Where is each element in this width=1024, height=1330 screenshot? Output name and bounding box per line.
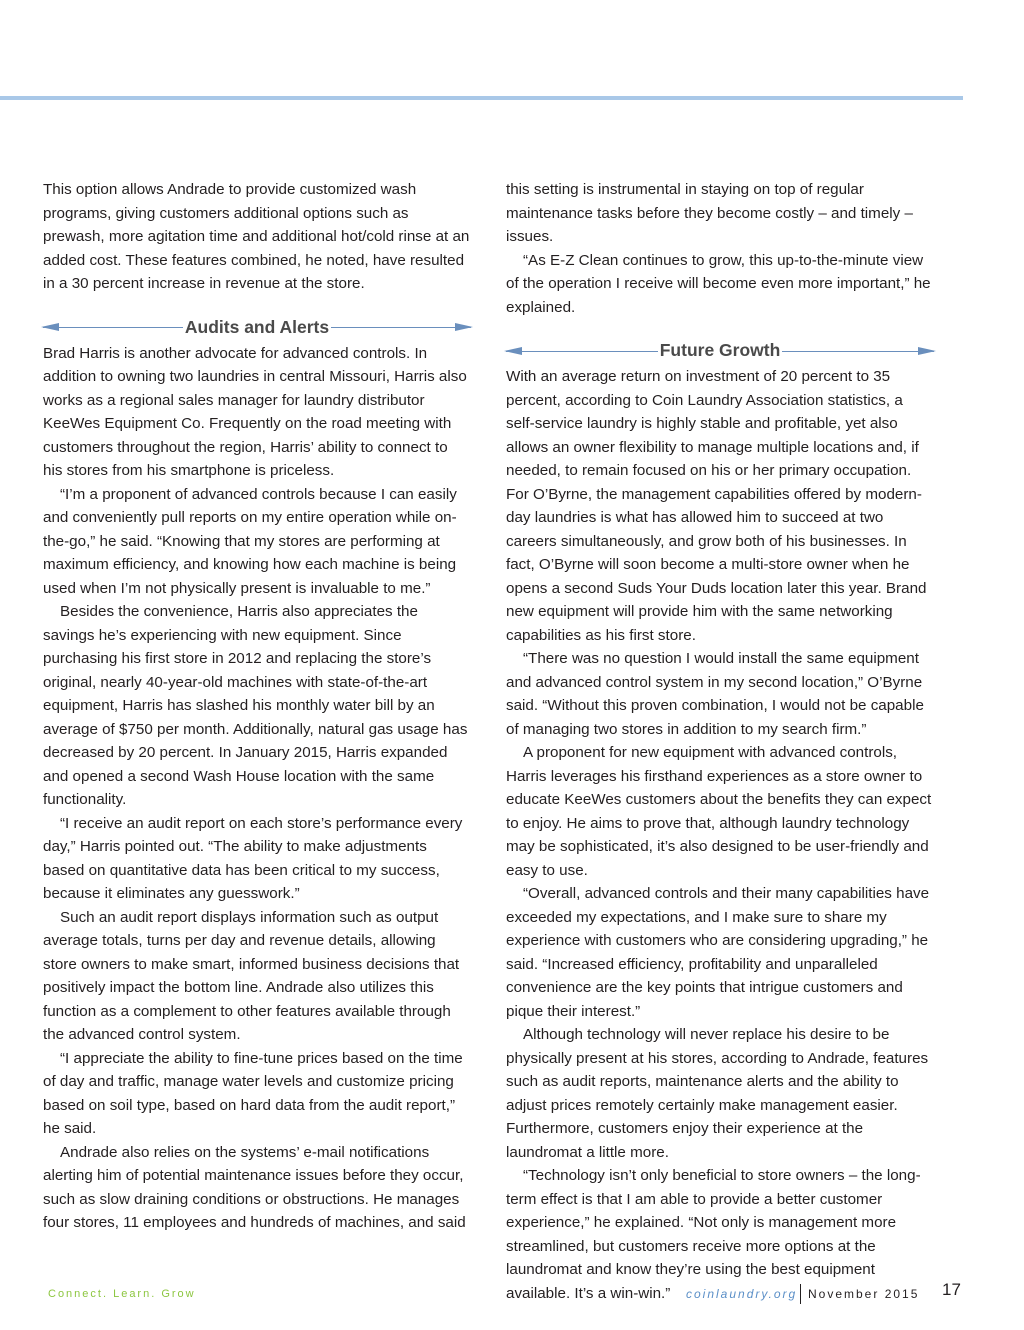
right-lead-paragraph: “As E-Z Clean continues to grow, this up-to-the-minute view of the operation I receive will become even more important,” he explained. xyxy=(506,251,931,316)
paragraph: Andrade also relies on the systems’ e-mail notifications alerting him of potential maintenance issues before they occur, such as slow draining conditions or obstructions. He manages four stores, 11 employees and hundreds of machines, and said xyxy=(43,1143,466,1231)
heading-text: Future Growth xyxy=(659,340,781,361)
paragraph: “Overall, advanced controls and their many capabilities have exceeded my expectations, and I make sure to share my experience with customers who are considering upgrading,” he said. “Increased efficiency, profitability and unparalleled convenience are the key points that intrigue customers and pique their interest.” xyxy=(506,885,930,1020)
footer-date: November 2015 xyxy=(808,1287,920,1301)
footer-tagline: Connect. Learn. Grow xyxy=(48,1288,196,1300)
paragraph: A proponent for new equipment with advanced controls, Harris leverages his firsthand experiences as a store owner to educate KeeWes customers about the benefits they can expect to enjoy. He aims to prove that, although laundry technology may be sophisticated, it’s also designed to be user-friendly and easy to use. xyxy=(506,744,932,879)
right-lead-paragraph: this setting is instrumental in staying on top of regular maintenance tasks before they become costly – and timely – issues. xyxy=(506,181,913,245)
paragraph: “I’m a proponent of advanced controls because I can easily and conveniently pull reports on my entire operation while on-the-go,” he said. “Knowing that my stores are performing at maximum efficiency, and knowing how each machine is being used when I’m not physically present is invaluable to me.” xyxy=(43,485,457,597)
top-rule xyxy=(0,96,963,100)
paragraph: “I appreciate the ability to fine-tune prices based on the time of day and traffic, manage water levels and customize pricing based on soil type, based on hard data from the audit report,” he said. xyxy=(43,1049,463,1137)
footer-divider xyxy=(800,1284,801,1304)
left-arrow-icon xyxy=(43,327,183,328)
left-lead-paragraph: This option allows Andrade to provide customized wash programs, giving customers additional options such as prewash, more agitation time and additional hot/cold rinse at an added cost. These features combined, he noted, have resulted in a 30 percent increase in revenue at the store. xyxy=(43,181,470,292)
paragraph: Although technology will never replace his desire to be physically present at his stores, according to Andrade, features such as audit reports, maintenance alerts and the ability to adjust prices remotely certainly make management easier. Furthermore, customers enjoy their experience at the laundromat a little more. xyxy=(506,1026,929,1161)
paragraph: Such an audit report displays information such as output average totals, turns per day and revenue details, allowing store owners to make smart, informed business decisions that positively impact the bottom line. Andrade also utilizes this function as a complement to other features available through the advanced control system. xyxy=(43,908,460,1043)
paragraph: “Technology isn’t only beneficial to store owners – the long-term effect is that I am able to provide a better customer experience,” he explained. “Not only is management more streamlined, but customers receive more options at the laundromat and know they’re using the best equipment available. It’s a win-win.” xyxy=(506,1167,921,1302)
paragraph: With an average return on investment of 20 percent to 35 percent, according to Coin Laundry Association statistics, a self-service laundry is highly stable and profitable, yet also allows an owner flexibility to manage multiple locations and, if needed, to remain focused on his or her primary occupation. For O’Byrne, the management capabilities offered by modern-day laundries is what has allowed him to succeed at two careers simultaneously, and grow both of his businesses. In fact, O’Byrne will soon become a multi-store owner when he opens a second Suds Your Duds location later this year. Brand new equipment will provide him with the same networking capabilities as his first store. xyxy=(506,368,927,644)
paragraph: “I receive an audit report on each store’s performance every day,” Harris pointed out. “The ability to make adjustments based on quantitative data has been critical to my success, because it eliminates any guesswork.” xyxy=(43,814,463,902)
right-arrow-icon xyxy=(331,327,471,328)
section-heading-future-growth xyxy=(506,339,934,363)
left-arrow-icon xyxy=(506,351,658,352)
paragraph: Besides the convenience, Harris also appreciates the savings he’s experiencing with new equipment. Since purchasing his first store in 2012 and replacing the store’s original, nearly 40-year-old machines with state-of-the-art equipment, Harris has slashed his monthly water bill by an average of $750 per month. Additionally, natural gas usage has decreased by 20 percent. In January 2015, Harris expanded and opened a second Wash House location with the same functionality. xyxy=(43,603,468,808)
footer-site-link[interactable]: coinlaundry.org xyxy=(686,1287,798,1301)
paragraph: Brad Harris is another advocate for advanced controls. In addition to owning two laundries in central Missouri, Harris also works as a regional sales manager for laundry distributor KeeWes Equipment Co. Frequently on the road meeting with customers throughout the region, Harris’ ability to connect to his stores from his smartphone is priceless. xyxy=(43,344,467,479)
paragraph: “There was no question I would install the same equipment and advanced control system in my second location,” O’Byrne said. “Without this proven combination, I would not be capable of managing two stores in addition to my search firm.” xyxy=(506,650,924,738)
right-arrow-icon xyxy=(782,351,934,352)
right-column xyxy=(506,178,934,1305)
section-heading-audits xyxy=(43,316,471,340)
page-footer xyxy=(0,1280,1024,1308)
left-column xyxy=(43,178,471,1235)
heading-text: Audits and Alerts xyxy=(184,316,330,337)
page-number: 17 xyxy=(942,1280,961,1299)
